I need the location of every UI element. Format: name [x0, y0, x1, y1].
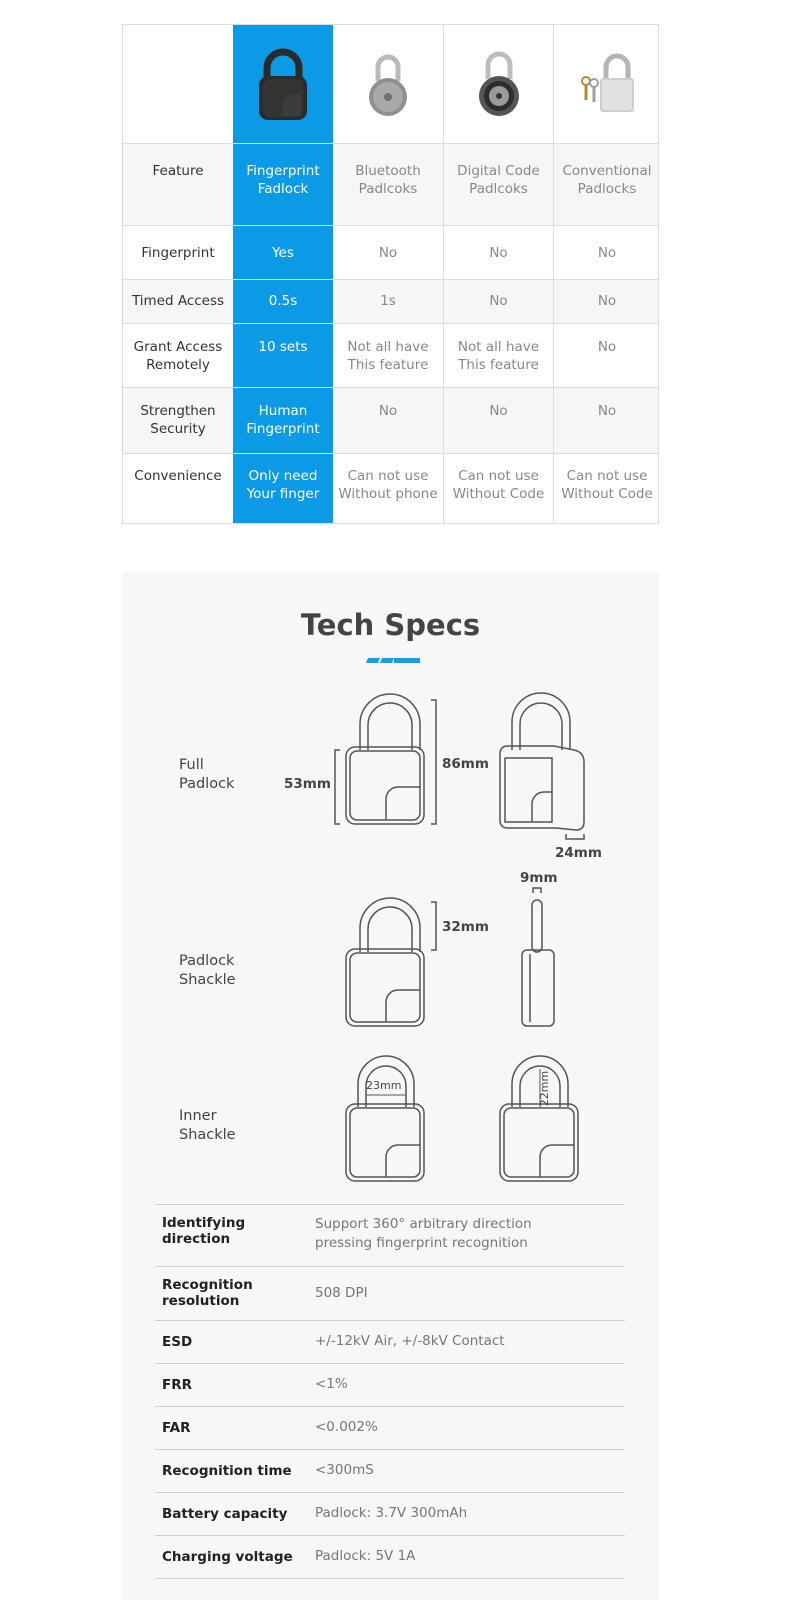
comparison-image-row: [123, 25, 658, 143]
spec-value: Padlock: 3.7V 300mAh: [315, 1505, 468, 1521]
comparison-row-convenience: [123, 453, 658, 523]
value-conventional: Can not use Without Code: [553, 454, 660, 523]
row-label: Grant Access Remotely: [133, 339, 223, 373]
full-padlock-label: Full Padlock: [179, 757, 235, 792]
value-bluetooth: Not all have This feature: [347, 339, 429, 373]
row-label: Timed Access: [131, 293, 225, 309]
dimension-width: 53mm: [284, 776, 331, 792]
value-digital-code: Digital Code Padlcoks: [443, 144, 553, 225]
spec-key: Recognition time: [162, 1462, 292, 1479]
spec-row: [155, 1536, 625, 1579]
spec-value: Padlock: 5V 1A: [315, 1548, 416, 1564]
dimension-shackle-height: 32mm: [442, 919, 489, 935]
value-digital-code: Can not use Without Code: [443, 454, 553, 523]
value-fingerprint: 10 sets: [233, 324, 333, 387]
spec-row: [155, 1364, 625, 1407]
value-bluetooth: Bluetooth Padlcoks: [355, 163, 421, 197]
bluetooth-padlock-image: [333, 25, 443, 143]
comparison-table: [122, 24, 659, 524]
comparison-row-timed-access: [123, 279, 658, 323]
value-digital-code: No: [443, 388, 553, 453]
spec-value: 508 DPI: [315, 1284, 368, 1301]
dimension-inner-width: 23mm: [366, 1079, 402, 1092]
dimension-height: 86mm: [442, 756, 489, 772]
spec-row: [155, 1407, 625, 1450]
value-conventional: No: [553, 280, 660, 323]
value-conventional: No: [553, 324, 660, 387]
spec-key: Charging voltage: [162, 1548, 293, 1565]
spec-value: +/-12kV Air, +/-8kV Contact: [315, 1333, 505, 1349]
spec-key: FRR: [162, 1376, 193, 1393]
spec-key: FAR: [162, 1419, 191, 1436]
fingerprint-padlock-image: [233, 25, 333, 143]
spec-row: [155, 1267, 625, 1321]
empty-header-cell: [123, 25, 233, 143]
padlock-shackle-label: Padlock Shackle: [179, 953, 236, 988]
spec-row: [155, 1205, 625, 1267]
value-digital-code: No: [443, 280, 553, 323]
comparison-row-strengthen-security: [123, 387, 658, 453]
spec-key: Identifying direction: [162, 1215, 246, 1247]
value-fingerprint: Yes: [233, 226, 333, 279]
row-label: Fingerprint: [141, 245, 215, 261]
row-label: Strengthen Security: [140, 403, 216, 437]
spec-value: <0.002%: [315, 1419, 378, 1435]
spec-value: Support 360° arbitrary direction pressing fingerprint recognition: [315, 1216, 532, 1251]
value-fingerprint: 0.5s: [233, 280, 333, 323]
conventional-padlock-image: [553, 25, 660, 143]
value-fingerprint: Fingerprint Fadlock: [233, 144, 333, 225]
value-bluetooth: No: [378, 403, 398, 419]
dimension-depth: 24mm: [555, 845, 602, 861]
value-conventional: No: [553, 226, 660, 279]
spec-value: <1%: [315, 1376, 348, 1392]
spec-table: [155, 1204, 625, 1579]
row-label: Feature: [152, 163, 204, 179]
value-bluetooth: Can not use Without phone: [338, 468, 438, 502]
value-conventional: Conventional Padlocks: [553, 144, 660, 225]
value-digital-code: Not all have This feature: [443, 324, 553, 387]
spec-row: [155, 1493, 625, 1536]
comparison-row-fingerprint: [123, 225, 658, 279]
value-bluetooth: No: [378, 245, 398, 261]
comparison-row-feature: [123, 143, 658, 225]
section-title: Tech Specs: [300, 608, 481, 642]
spec-key: Battery capacity: [162, 1505, 288, 1522]
value-digital-code: No: [443, 226, 553, 279]
inner-shackle-label: Inner Shackle: [179, 1108, 236, 1143]
value-fingerprint: Human Fingerprint: [233, 388, 333, 453]
value-conventional: No: [553, 388, 660, 453]
spec-row: [155, 1321, 625, 1364]
tech-specs-section: [122, 572, 659, 1600]
digital-code-padlock-image: [443, 25, 553, 143]
value-fingerprint: Only need Your finger: [233, 454, 333, 523]
dimension-shackle-thickness: 9mm: [520, 870, 558, 886]
comparison-row-grant-access: [123, 323, 658, 387]
value-bluetooth: 1s: [380, 293, 396, 309]
spec-row: [155, 1450, 625, 1493]
spec-key: Recognition resolution: [162, 1277, 253, 1309]
dimension-inner-height: 22mm: [538, 1070, 552, 1107]
spec-key: ESD: [162, 1333, 193, 1350]
row-label: Convenience: [134, 468, 222, 484]
spec-value: <300mS: [315, 1462, 374, 1478]
